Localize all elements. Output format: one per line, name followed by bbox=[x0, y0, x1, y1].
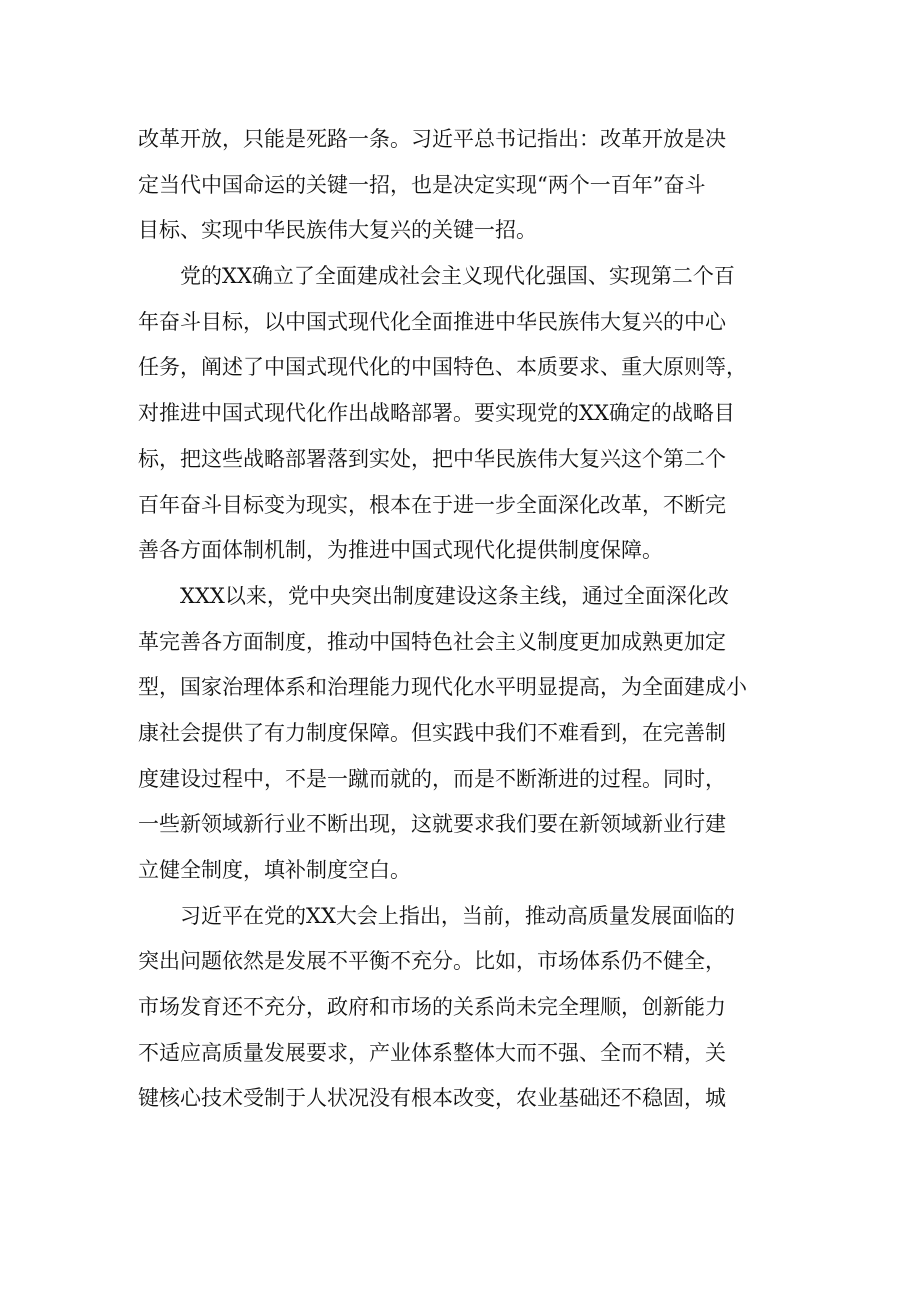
text-line: 习近平在党的XX大会上指出，当前，推动高质量发展面临的 bbox=[180, 903, 735, 928]
text-line: 市场发育还不充分，政府和市场的关系尚未完全理顺，创新能力 bbox=[138, 995, 726, 1020]
text-line: 突出问题依然是发展不平衡不充分。比如，市场体系仍不健全， bbox=[138, 949, 726, 974]
text-line: 年奋斗目标，以中国式现代化全面推进中华民族伟大复兴的中心 bbox=[138, 309, 726, 334]
paragraph-3 bbox=[138, 574, 788, 894]
text-line: 对推进中国式现代化作出战略部署。要实现党的XX确定的战略目 bbox=[138, 401, 735, 426]
text-line: 任务，阐述了中国式现代化的中国特色、本质要求、重大原则等， bbox=[138, 355, 747, 380]
text-line: 善各方面体制机制，为推进中国式现代化提供制度保障。 bbox=[138, 538, 663, 563]
paragraph-1 bbox=[138, 117, 788, 254]
text-line: 一些新领域新行业不断出现，这就要求我们要在新领域新业行建 bbox=[138, 812, 726, 837]
text-line: 标，把这些战略部署落到实处，把中华民族伟大复兴这个第二个 bbox=[138, 446, 726, 471]
text-line: XXX以来，党中央突出制度建设这条主线，通过全面深化改 bbox=[180, 583, 729, 608]
text-line: 立健全制度，填补制度空白。 bbox=[138, 858, 411, 882]
text-line: 键核心技术受制于人状况没有根本改变，农业基础还不稳固，城 bbox=[138, 1086, 726, 1111]
text-line: 不适应高质量发展要求，产业体系整体大而不强、全而不精，关 bbox=[138, 1040, 726, 1065]
text-line: 目标、实现中华民族伟大复兴的关键一招。 bbox=[138, 218, 537, 243]
paragraph-4 bbox=[138, 894, 788, 1122]
text-line: 康社会提供了有力制度保障。但实践中我们不难看到，在完善制 bbox=[138, 720, 726, 745]
text-line: 百年奋斗目标变为现实，根本在于进一步全面深化改革，不断完 bbox=[138, 492, 726, 517]
text-line: 改革开放，只能是死路一条。习近平总书记指出：改革开放是决 bbox=[138, 127, 726, 151]
text-line: 革完善各方面制度，推动中国特色社会主义制度更加成熟更加定 bbox=[138, 629, 726, 654]
paragraph-2 bbox=[138, 254, 788, 574]
text-line: 型，国家治理体系和治理能力现代化水平明显提高，为全面建成小 bbox=[138, 675, 747, 700]
body-text bbox=[138, 117, 788, 1122]
text-line: 党的XX确立了全面建成社会主义现代化强国、实现第二个百 bbox=[180, 264, 735, 289]
text-line: 度建设过程中，不是一蹴而就的，而是不断渐进的过程。同时， bbox=[138, 766, 726, 791]
text-line: 定当代中国命运的关键一招，也是决定实现“两个一百年”奋斗 bbox=[138, 172, 706, 197]
